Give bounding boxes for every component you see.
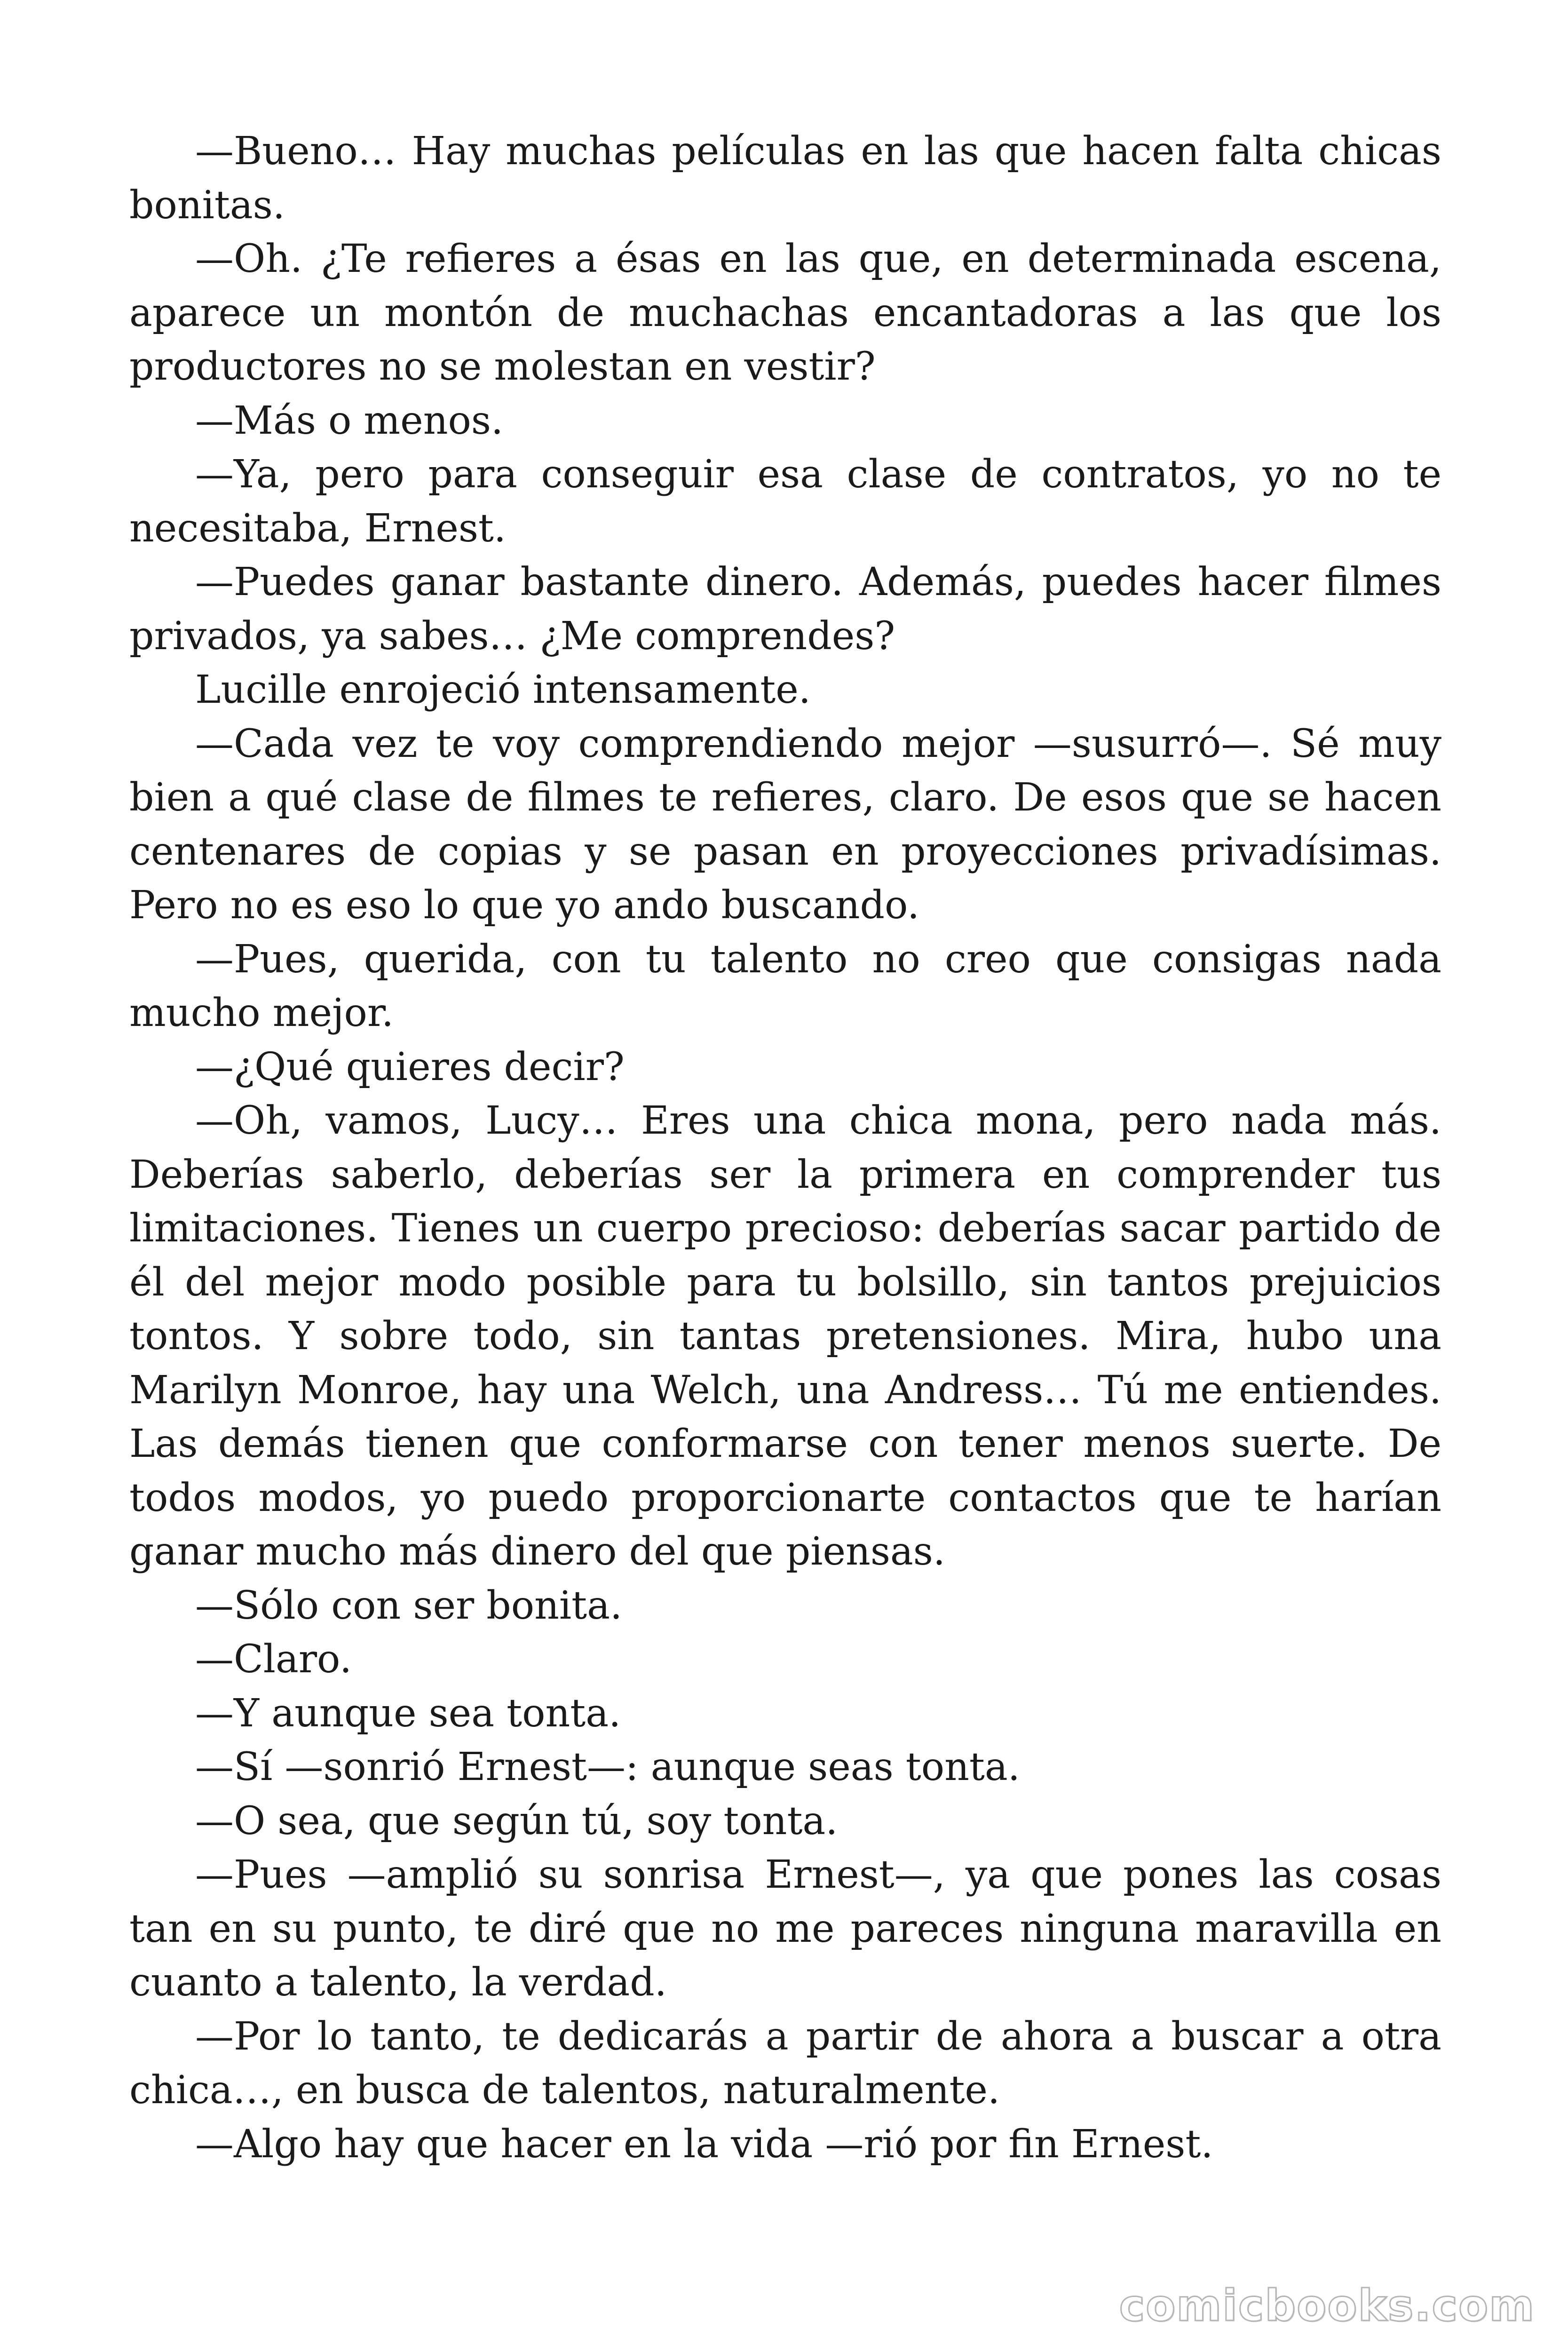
paragraph: —Bueno… Hay muchas películas en las que hacen falta chicas bonitas. (129, 129, 1441, 228)
paragraph: —Más o menos. (195, 398, 504, 443)
paragraph: —¿Qué quieres decir? (195, 1044, 625, 1089)
paragraph: —Pues, querida, con tu talento no creo que consigas nada mucho mejor. (129, 937, 1441, 1035)
paragraph: —Sí —sonrió Ernest—: aunque seas tonta. (195, 1745, 1020, 1789)
page-body (129, 125, 1441, 2171)
paragraph: Lucille enrojeció intensamente. (195, 667, 811, 712)
paragraph: —Oh, vamos, Lucy… Eres una chica mona, pero nada más. Deberías saberlo, deberías ser la primera en comprender tus limitaciones. Tienes un cuerpo precioso: deberías sacar partido de él del mejor modo posible para tu bolsillo, sin tantos prejuicios tontos. Y sobre todo, sin tantas pretensiones. Mira, hubo una Marilyn Monroe, hay una Welch, una Andress… Tú me entiendes. Las demás tienen que conformarse con tener menos suerte. De todos modos, yo puedo proporcionarte contactos que te harían ganar mucho más dinero del que piensas. (129, 1098, 1441, 1574)
paragraph: —Pues —amplió su sonrisa Ernest—, ya que pones las cosas tan en su punto, te diré que no me pareces ninguna maravilla en cuanto a talento, la verdad. (129, 1852, 1441, 2005)
paragraph: —Cada vez te voy comprendiendo mejor —susurró—. Sé muy bien a qué clase de filmes te refieres, claro. De esos que se hacen centenares de copias y se pasan en proyecciones privadísimas. Pero no es eso lo que yo ando buscando. (129, 721, 1441, 928)
watermark: comicbooks.com (1119, 2280, 1535, 2331)
paragraph: —Algo hay que hacer en la vida —rió por fin Ernest. (195, 2122, 1213, 2167)
paragraph: —Sólo con ser bonita. (195, 1583, 623, 1628)
paragraph: —Y aunque sea tonta. (195, 1691, 621, 1736)
paragraph: —O sea, que según tú, soy tonta. (195, 1798, 838, 1843)
paragraph: —Oh. ¿Te refieres a ésas en las que, en determinada escena, aparece un montón de muchachas encantadoras a las que los productores no se molestan en vestir? (129, 237, 1441, 389)
paragraph: —Puedes ganar bastante dinero. Además, puedes hacer filmes privados, ya sabes… ¿Me comprendes? (129, 560, 1441, 659)
paragraph: —Claro. (195, 1637, 352, 1682)
paragraph: —Por lo tanto, te dedicarás a partir de ahora a buscar a otra chica…, en busca de talentos, naturalmente. (129, 2014, 1441, 2113)
paragraph: —Ya, pero para conseguir esa clase de contratos, yo no te necesitaba, Ernest. (129, 452, 1441, 551)
